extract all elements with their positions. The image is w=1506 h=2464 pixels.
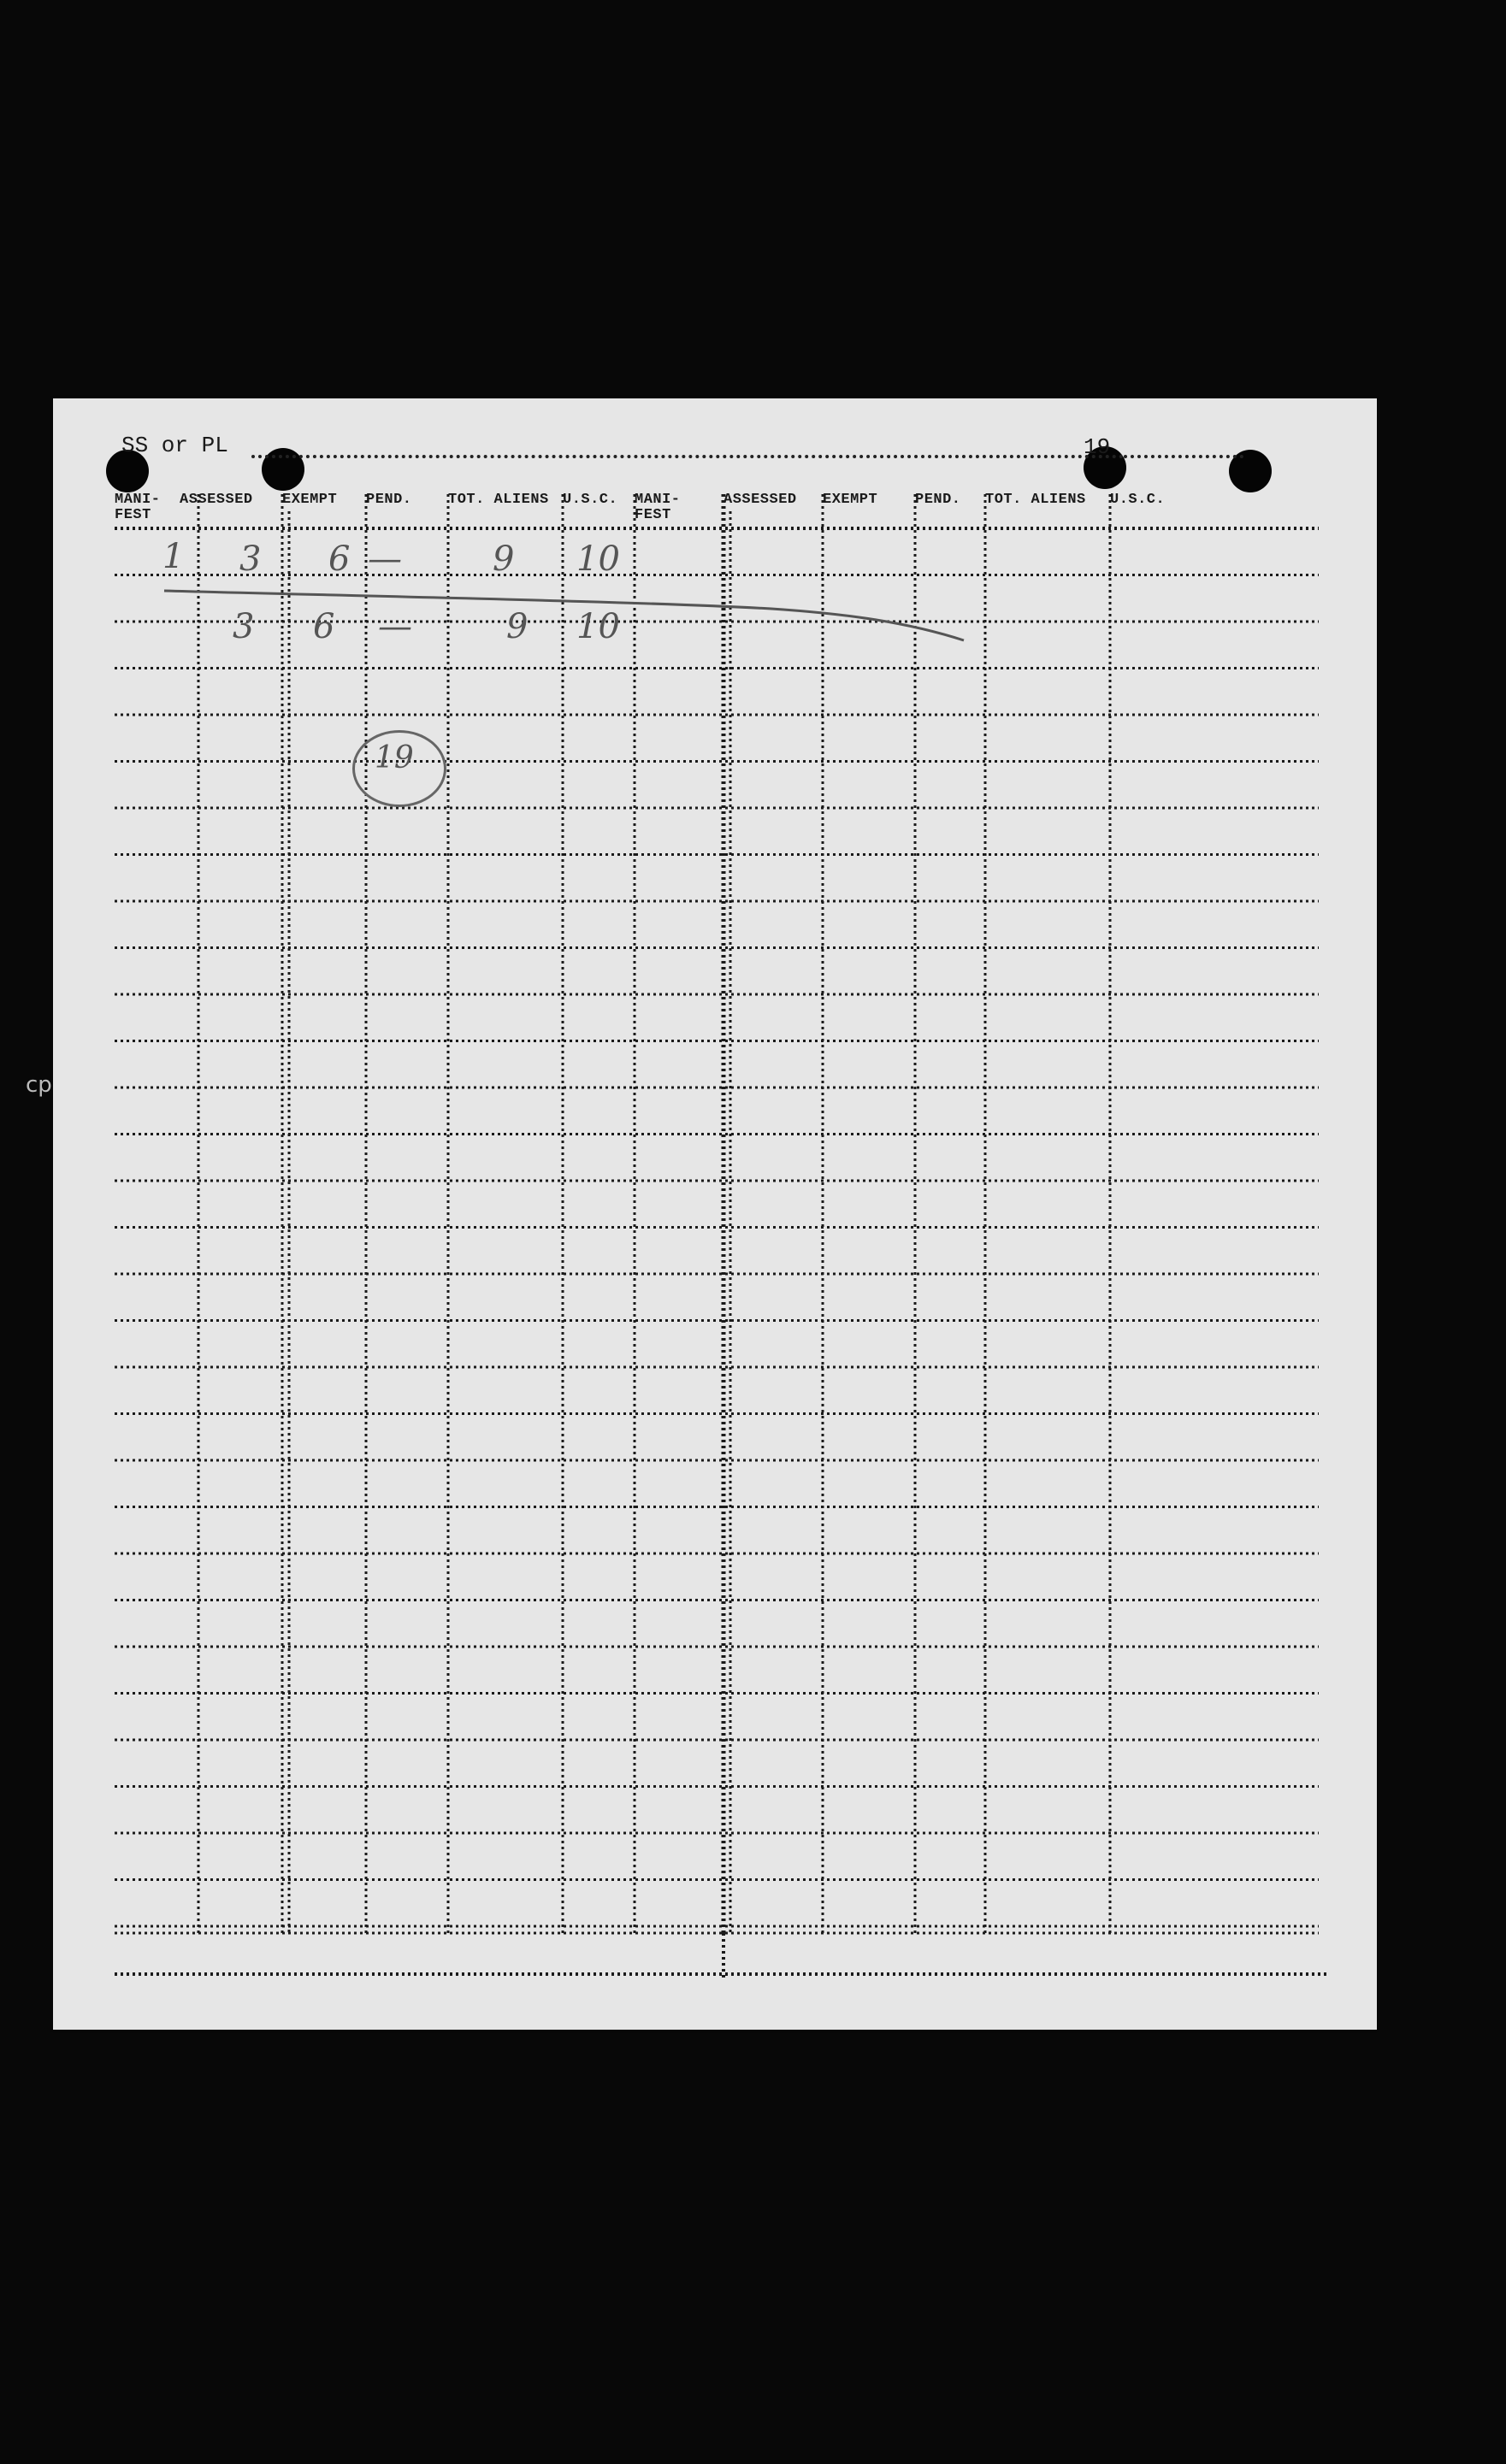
row1-manifest-value: 1 <box>162 537 185 576</box>
ss-or-pl-label: SS or PL <box>121 433 228 458</box>
row1-assessed-value: 3 <box>239 539 262 579</box>
column-header-exempt-2: EXEMPT <box>823 492 878 508</box>
column-header-pend-2: PEND. <box>915 492 961 508</box>
column-header-usc-1: U.S.C. <box>563 492 618 508</box>
row2-pend-value: — <box>378 607 412 646</box>
row1-tot-aliens-value: 9 <box>493 539 515 579</box>
column-header-assessed-2: ASSESSED <box>723 492 797 508</box>
year-label: 19 <box>1084 434 1111 460</box>
column-header-manifest-1: MANI- FEST <box>115 492 161 523</box>
column-header-pend-1: PEND. <box>366 492 412 508</box>
column-header-assessed-1: ASSESSED <box>180 492 253 508</box>
circled-total-value: 19 <box>375 740 414 775</box>
row1-usc-value: 10 <box>576 539 620 579</box>
row2-usc-value: 10 <box>576 607 620 646</box>
column-header-exempt-1: EXEMPT <box>282 492 338 508</box>
row2-exempt-value: 6 <box>313 607 335 646</box>
row2-assessed-value: 3 <box>233 607 255 646</box>
column-header-usc-2: U.S.C. <box>1110 492 1166 508</box>
row2-tot-aliens-value: 9 <box>506 607 529 646</box>
row1-pend-value: — <box>368 539 402 579</box>
form-sheet <box>53 398 1377 2030</box>
column-header-tot-aliens-1: TOT. ALIENS <box>448 492 549 508</box>
column-header-manifest-2: MANI- FEST <box>635 492 681 523</box>
column-header-tot-aliens-2: TOT. ALIENS <box>985 492 1086 508</box>
row1-exempt-value: 6 <box>328 539 351 579</box>
edge-stamp-mark: cp <box>26 1072 52 1098</box>
